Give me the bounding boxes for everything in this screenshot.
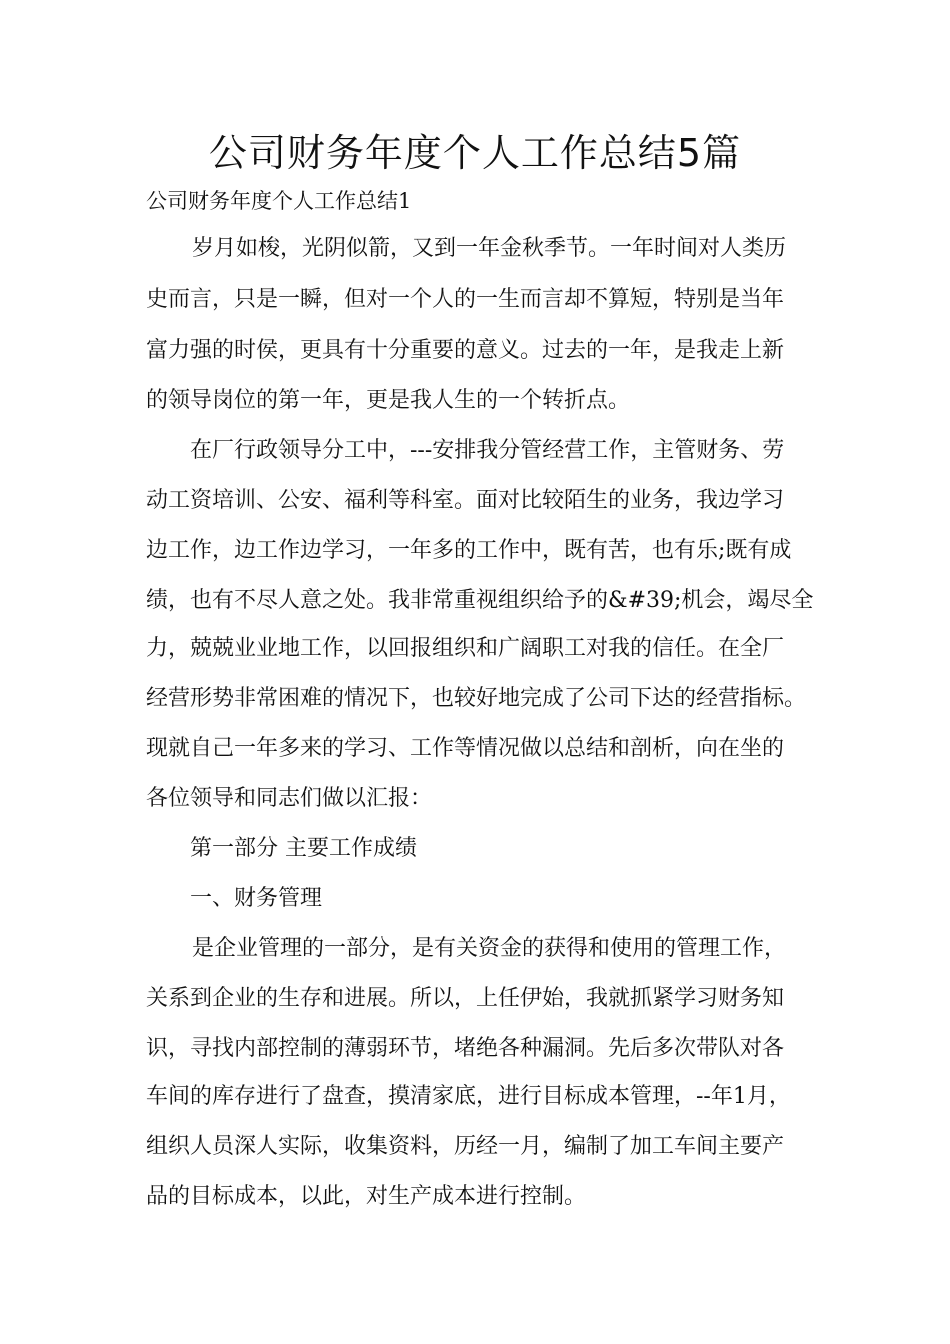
section-subtitle: 公司财务年度个人工作总结1 bbox=[146, 189, 412, 213]
paragraph-line: 是企业管理的一部分，是有关资金的获得和使用的管理工作， bbox=[192, 936, 787, 961]
paragraph-line: 各位领导和同志们做以汇报： bbox=[146, 786, 433, 811]
subsection-heading: 一、财务管理 bbox=[190, 886, 323, 911]
paragraph-line: 组织人员深人实际，收集资料，历经一月，编制了加工车间主要产 bbox=[146, 1134, 785, 1159]
paragraph-line: 关系到企业的生存和进展。所以，上任伊始，我就抓紧学习财务知 bbox=[146, 986, 785, 1011]
paragraph-line: 品的目标成本，以此，对生产成本进行控制。 bbox=[146, 1184, 587, 1209]
paragraph-line: 的领导岗位的第一年，更是我人生的一个转折点。 bbox=[146, 388, 631, 413]
paragraph-line: 车间的库存进行了盘查，摸清家底，进行目标成本管理，--年1月， bbox=[146, 1084, 791, 1109]
paragraph-line: 动工资培训、公安、福利等科室。面对比较陌生的业务，我边学习 bbox=[146, 488, 785, 513]
section-heading: 第一部分 主要工作成绩 bbox=[190, 836, 417, 861]
paragraph-line: 绩，也有不尽人意之处。我非常重视组织给予的&#39;机会，竭尽全 bbox=[146, 588, 814, 613]
paragraph-line: 力，兢兢业业地工作，以回报组织和广阔职工对我的信任。在全厂 bbox=[146, 636, 785, 661]
paragraph-line: 史而言，只是一瞬，但对一个人的一生而言却不算短，特别是当年 bbox=[146, 287, 785, 312]
paragraph-line: 富力强的时侯，更具有十分重要的意义。过去的一年，是我走上新 bbox=[146, 338, 785, 363]
paragraph-line: 经营形势非常困难的情况下，也较好地完成了公司下达的经营指标。 bbox=[146, 686, 807, 711]
document-title: 公司财务年度个人工作总结5篇 bbox=[208, 131, 742, 175]
paragraph-line: 在厂行政领导分工中，---安排我分管经营工作，主管财务、劳 bbox=[190, 438, 785, 463]
paragraph-line: 识，寻找内部控制的薄弱环节，堵绝各种漏洞。先后多次带队对各 bbox=[146, 1036, 785, 1061]
paragraph-line: 边工作，边工作边学习，一年多的工作中，既有苦，也有乐;既有成 bbox=[146, 538, 792, 563]
paragraph-line: 现就自己一年多来的学习、工作等情况做以总结和剖析，向在坐的 bbox=[146, 736, 785, 761]
paragraph-line: 岁月如梭，光阴似箭，又到一年金秋季节。一年时间对人类历 bbox=[192, 236, 787, 261]
